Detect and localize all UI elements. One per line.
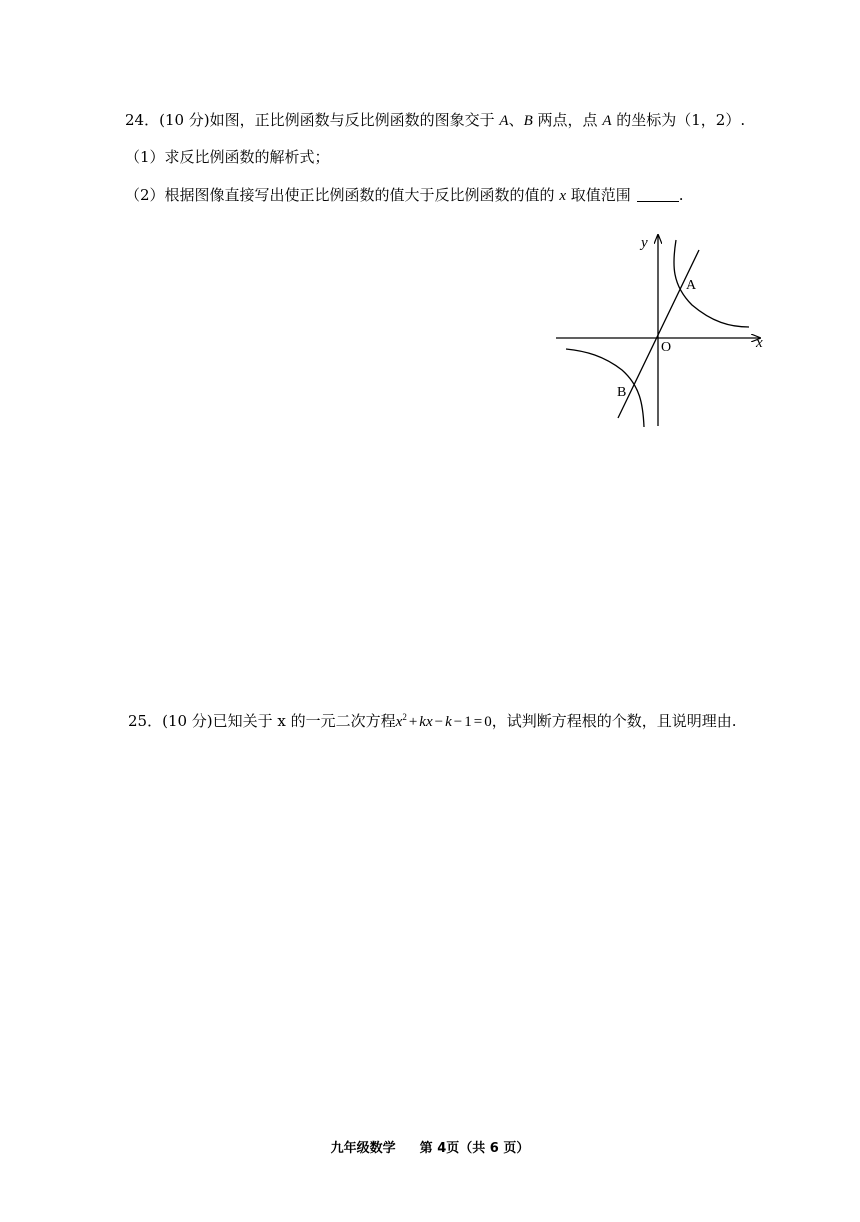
page-footer (0, 1137, 860, 1156)
q25-intro: 25．(10 分)已知关于 x 的一元二次方程 (128, 712, 396, 730)
q24-intro: 24．(10 分)如图，正比例函数与反比例函数的图象交于 (125, 111, 500, 129)
q25-question: ，试判断方程根的个数，且说明理由. (491, 712, 737, 730)
eq-equals: = (473, 714, 483, 730)
point-a-label: A (686, 278, 697, 293)
q24-part2-range: 取值范围 (566, 186, 631, 204)
eq-x: x (395, 714, 403, 730)
q24-mid: 两点，点 (532, 111, 603, 129)
eq-plus: + (408, 714, 418, 730)
q25-line (128, 707, 736, 732)
q25-equation (396, 714, 492, 730)
q24-point-a2: A (602, 113, 612, 129)
q24-sep: 、 (508, 111, 524, 129)
point-b-label: B (617, 385, 627, 400)
eq-const: 1 (464, 714, 472, 730)
eq-exp: 2 (402, 712, 407, 722)
q24-coord: 的坐标为（1，2）. (611, 111, 746, 129)
q24-part2-text: （2）根据图像直接写出使正比例函数的值大于反比例函数的值的 (125, 186, 560, 204)
q24-part2-var: x (559, 188, 566, 204)
eq-minus-1: − (434, 714, 444, 730)
footer-page-number: 第 4页（共 6 页） (419, 1141, 530, 1156)
eq-kx: kx (419, 714, 433, 730)
y-axis-label: y (641, 235, 648, 251)
q24-part2-end: . (678, 186, 684, 204)
eq-minus-2: − (453, 714, 463, 730)
q24-part1: （1）求反比例函数的解析式； (125, 148, 330, 166)
x-axis-label: x (756, 335, 763, 351)
eq-k: k (445, 714, 452, 730)
origin-label: O (661, 340, 672, 355)
footer-subject: 九年级数学 (330, 1141, 396, 1156)
eq-zero: 0 (484, 714, 492, 730)
q24-point-b: B (523, 113, 533, 129)
q24-point-a: A (499, 113, 509, 129)
